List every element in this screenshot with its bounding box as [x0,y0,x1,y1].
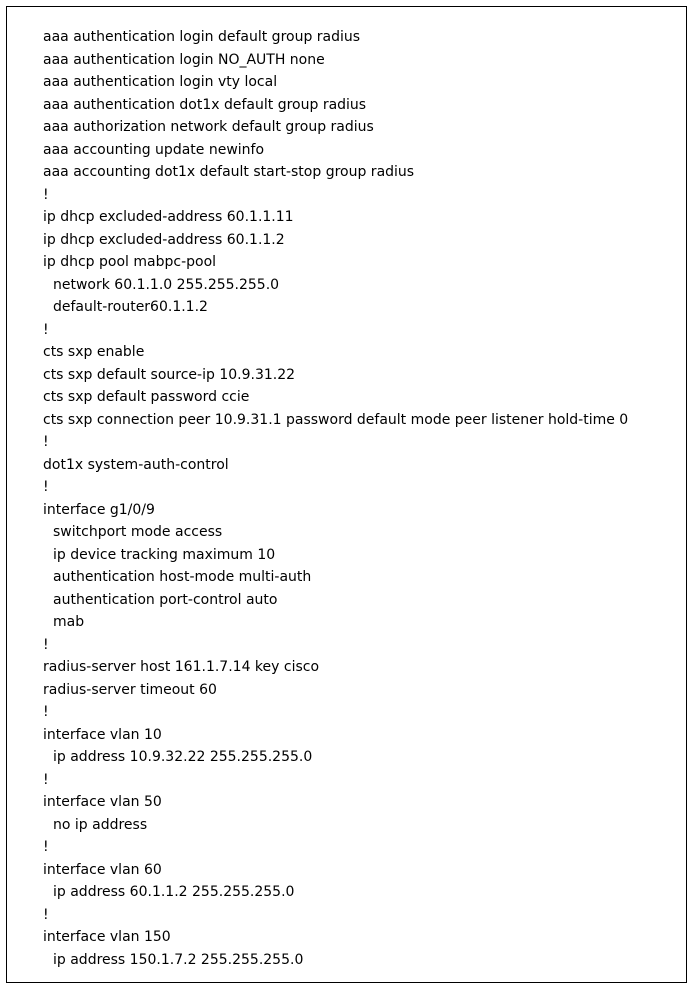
config-line: aaa authentication login vty local [43,74,278,90]
config-separator: ! [43,186,49,203]
config-line: ip dhcp excluded-address 60.1.1.2 [43,231,285,248]
config-line: ip dhcp excluded-address 60.1.1.11 [43,209,294,225]
config-line: interface vlan 10 [43,726,162,743]
config-line: cts sxp connection peer 10.9.31.1 password default mode peer listener hold-time 0 [43,411,629,428]
config-line: interface vlan 150 [43,929,171,945]
config-line: mab [53,614,85,630]
config-line: authentication port-control auto [53,591,278,608]
config-line: dot1x system-auth-control [43,456,229,473]
config-line: default-router60.1.1.2 [53,299,208,315]
config-separator: ! [43,839,49,855]
config-line: aaa authentication login default group radius [43,29,361,45]
config-line: ip address 10.9.32.22 255.255.255.0 [53,749,313,765]
config-line: radius-server host 161.1.7.14 key cisco [43,659,320,675]
config-line: aaa authorization network default group radius [43,119,374,135]
config-line: ip device tracking maximum 10 [53,546,276,563]
config-separator: ! [43,636,49,653]
config-separator: ! [43,771,49,788]
config-line: ip dhcp pool mabpc-pool [43,254,217,270]
config-line: cts sxp default password ccie [43,389,250,405]
config-line: switchport mode access [53,524,223,540]
config-line: network 60.1.1.0 255.255.255.0 [53,276,280,293]
config-listing [43,26,628,971]
config-line: aaa authentication login NO_AUTH none [43,51,325,68]
config-line: cts sxp enable [43,344,145,360]
config-line: interface vlan 60 [43,861,162,878]
config-line: authentication host-mode multi-auth [53,569,312,585]
config-line: ip address 60.1.1.2 255.255.255.0 [53,884,295,900]
config-line: no ip address [53,816,148,833]
config-separator: ! [43,434,49,450]
config-frame [6,6,687,983]
config-line: aaa authentication dot1x default group radius [43,96,367,113]
config-line: interface g1/0/9 [43,501,155,518]
config-line: interface vlan 50 [43,794,162,810]
config-line: aaa accounting dot1x default start-stop group radius [43,164,415,180]
config-line: ip address 150.1.7.2 255.255.255.0 [53,951,304,968]
config-separator: ! [43,321,49,338]
config-line: radius-server timeout 60 [43,681,217,698]
config-separator: ! [43,906,49,923]
config-separator: ! [43,479,49,495]
config-line: cts sxp default source-ip 10.9.31.22 [43,366,296,383]
config-separator: ! [43,704,49,720]
config-line: aaa accounting update newinfo [43,141,265,158]
